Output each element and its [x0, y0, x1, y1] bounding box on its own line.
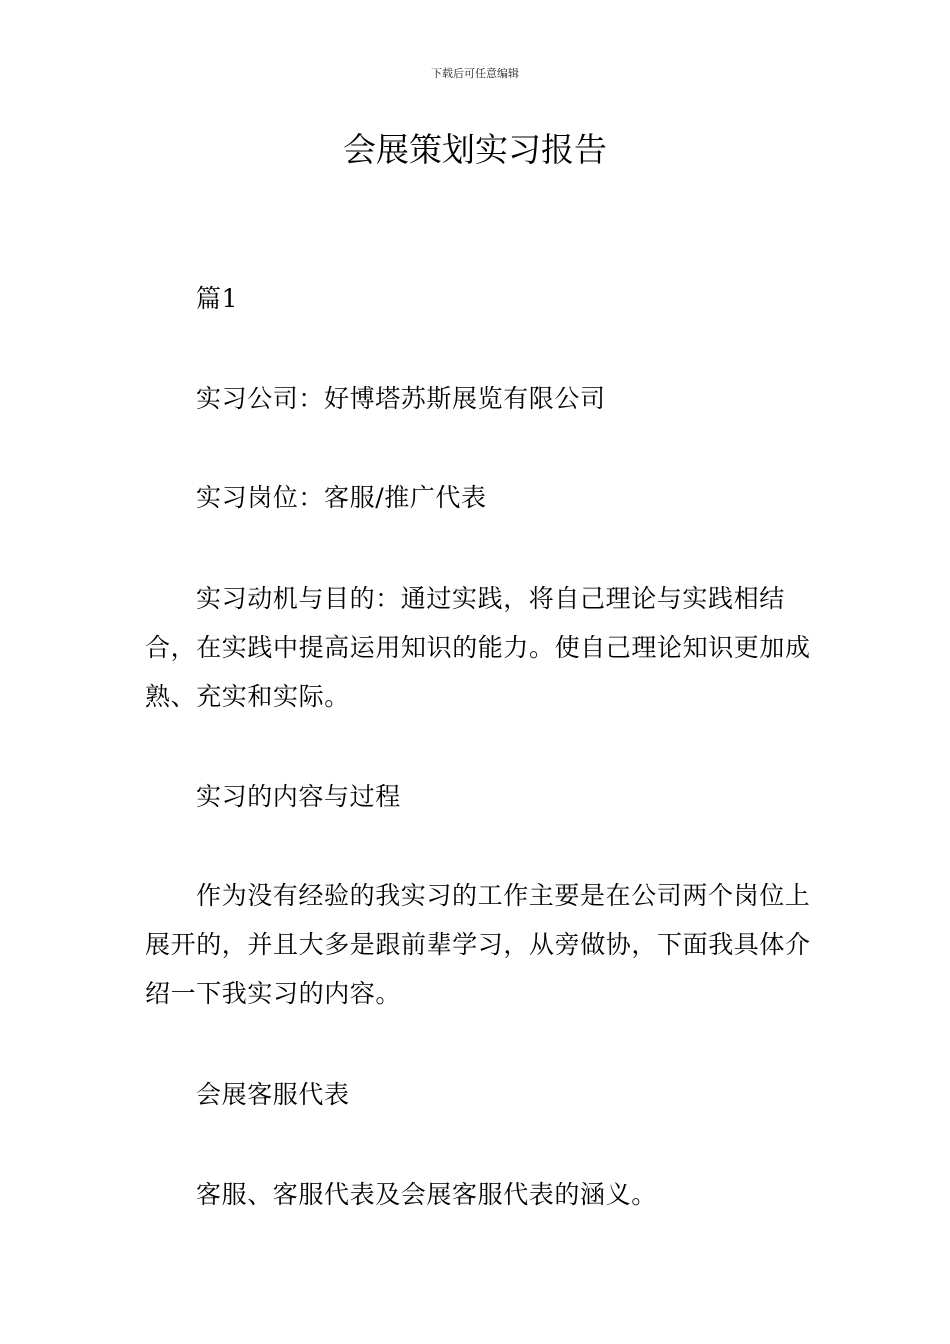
paragraph-work-description: 作为没有经验的我实习的工作主要是在公司两个岗位上展开的，并且大多是跟前辈学习，从旁做协，下面我具体介绍一下我实习的内容。: [145, 881, 811, 1008]
document-title: 会展策划实习报告: [343, 130, 607, 169]
section-label: 篇1: [196, 284, 239, 313]
paragraph-motivation: 实习动机与目的：通过实践，将自己理论与实践相结合，在实践中提高运用知识的能力。使自己理论知识更加成熟、充实和实际。: [145, 584, 811, 711]
paragraph-customer-service-meaning: 客服、客服代表及会展客服代表的涵义。: [196, 1180, 657, 1209]
paragraph-company: 实习公司：好博塔苏斯展览有限公司: [196, 384, 606, 413]
header-note: 下载后可任意编辑: [431, 67, 519, 80]
section-heading-customer-service: 会展客服代表: [196, 1080, 350, 1109]
section-heading-content: 实习的内容与过程: [196, 782, 401, 811]
paragraph-position: 实习岗位：客服/推广代表: [196, 483, 487, 512]
